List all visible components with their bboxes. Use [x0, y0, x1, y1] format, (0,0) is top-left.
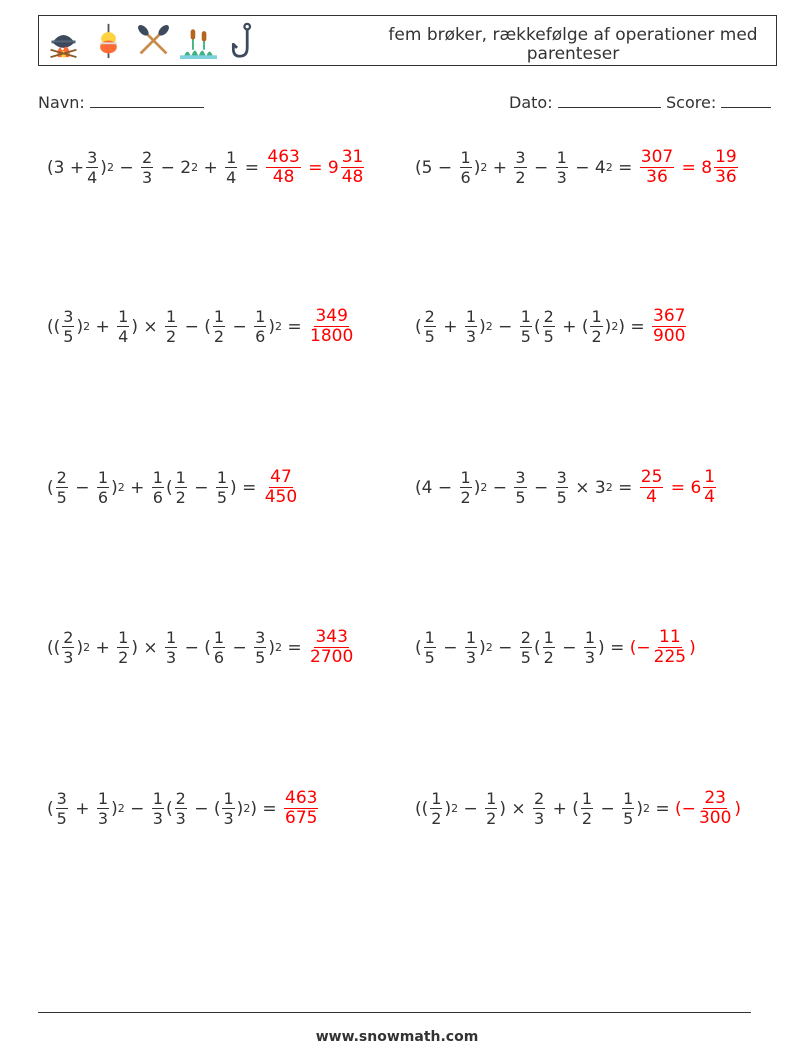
name-blank: [90, 93, 204, 108]
name-label: Navn:: [38, 93, 85, 112]
fraction: $\frac{3}{5}$: [63, 307, 74, 346]
fraction: $\frac{1}{4}$: [226, 148, 237, 187]
fraction: $\frac{2}{5}$: [424, 307, 435, 346]
answer: $\frac{47}{450}$: [264, 467, 298, 507]
fraction: $\frac{2}{5}$: [520, 628, 531, 667]
problem-1: (3 + $\frac{3}{4}$ ) 2 − $\frac{2}{3}$ − 2 2 + $\frac{1}{4}$ = $\frac{463}{48}$ = 9 $\frac{31}{48}$: [47, 148, 366, 187]
fraction: $\frac{1}{5}$: [520, 307, 531, 346]
problem-8: ( $\frac{1}{5}$ − $\frac{1}{3}$ ) 2 − $\frac{2}{5}$ ( $\frac{1}{2}$ − $\frac{1}{3}$ ) = (− $\frac{11}{225}$ ): [415, 627, 696, 667]
fraction: $\frac{1}{3}$: [97, 789, 109, 828]
date-blank: [558, 93, 661, 108]
fraction: $\frac{1}{3}$: [465, 628, 477, 667]
fishing-bobber-icon: [90, 22, 127, 59]
fraction: $\frac{1}{5}$: [424, 628, 435, 667]
crossed-oars-icon: [135, 22, 172, 59]
answer: $\frac{463}{675}$: [285, 788, 318, 828]
fish-hook-icon: [225, 22, 262, 59]
problem-6: (4 − $\frac{1}{2}$ ) 2 − $\frac{3}{5}$ − $\frac{3}{5}$ × 3 2 = $\frac{25}{4}$ = 6 $\frac{1}{4}$: [415, 468, 718, 507]
answer: $\frac{307}{36}$ = 8 $\frac{19}{36}$: [640, 147, 737, 187]
fraction: $\frac{1}{5}$: [623, 789, 634, 828]
fraction: $\frac{3}{4}$: [87, 148, 98, 187]
fraction: $\frac{1}{6}$: [152, 468, 163, 507]
name-field: [38, 93, 204, 112]
problem-10: (( $\frac{1}{2}$ ) 2 − $\frac{1}{2}$ ) × $\frac{2}{3}$ + ( $\frac{1}{2}$ − $\frac{1}{5}$ ) 2 = (− $\frac{23}{300}$ ): [415, 788, 742, 828]
fraction: $\frac{2}{5}$: [56, 468, 67, 507]
fraction: $\frac{2}{5}$: [543, 307, 554, 346]
worksheet-title: fem brøker, rækkefølge af operationer med parenteser: [388, 25, 758, 64]
answer: $\frac{367}{900}$: [653, 306, 686, 346]
answer: $\frac{463}{48}$ = 9 $\frac{31}{48}$: [267, 147, 364, 187]
fraction: $\frac{1}{3}$: [556, 148, 567, 187]
footer-url[interactable]: www.snowmath.com: [315, 1029, 479, 1045]
answer: (− $\frac{11}{225}$ ): [629, 627, 696, 667]
worksheet-header: [38, 15, 777, 66]
date-label: Dato:: [509, 93, 553, 112]
fraction: $\frac{1}{6}$: [255, 307, 266, 346]
answer: (− $\frac{23}{300}$ ): [675, 788, 742, 828]
fraction: $\frac{1}{5}$: [216, 468, 228, 507]
answer: $\frac{349}{1800}$: [310, 306, 354, 346]
date-field: [509, 93, 661, 112]
cauldron-fire-icon: [45, 22, 82, 59]
problem-5: ( $\frac{2}{5}$ − $\frac{1}{6}$ ) 2 + $\frac{1}{6}$ ( $\frac{1}{2}$ − $\frac{1}{5}$ ) = $\frac{47}{450}$: [47, 468, 300, 507]
score-field: [666, 93, 771, 112]
fraction: $\frac{1}{2}$: [431, 789, 442, 828]
score-label: Score:: [666, 93, 717, 112]
fraction: $\frac{1}{6}$: [460, 148, 471, 187]
fraction: $\frac{1}{3}$: [465, 307, 477, 346]
score-blank: [721, 93, 771, 108]
fraction: $\frac{1}{2}$: [486, 789, 497, 828]
fraction: $\frac{1}{3}$: [166, 628, 177, 667]
fraction: $\frac{1}{2}$: [591, 307, 602, 346]
problem-9: ( $\frac{3}{5}$ + $\frac{1}{3}$ ) 2 − $\frac{1}{3}$ ( $\frac{2}{3}$ − ( $\frac{1}{3}$ ) 2 ) = $\frac{463}{675}$: [47, 789, 320, 828]
fraction: $\frac{1}{2}$: [581, 789, 593, 828]
fraction: $\frac{2}{3}$: [63, 628, 74, 667]
fraction: $\frac{1}{6}$: [97, 468, 109, 507]
fraction: $\frac{3}{5}$: [515, 468, 526, 507]
fraction: $\frac{1}{4}$: [118, 307, 129, 346]
fraction: $\frac{3}{5}$: [56, 789, 67, 828]
fraction: $\frac{1}{2}$: [460, 468, 471, 507]
fraction: $\frac{2}{3}$: [142, 148, 153, 187]
fraction: $\frac{1}{2}$: [118, 628, 129, 667]
fraction: $\frac{1}{3}$: [584, 628, 596, 667]
header-icons: [45, 22, 262, 59]
fraction: $\frac{1}{6}$: [213, 628, 225, 667]
fraction: $\frac{3}{2}$: [515, 148, 526, 187]
fraction: $\frac{1}{3}$: [152, 789, 163, 828]
fraction: $\frac{1}{3}$: [223, 789, 234, 828]
problem-2: (5 − $\frac{1}{6}$ ) 2 + $\frac{3}{2}$ − $\frac{1}{3}$ − 4 2 = $\frac{307}{36}$ = 8 $\frac{19}{36}$: [415, 148, 740, 187]
fraction: $\frac{2}{3}$: [175, 789, 186, 828]
answer: $\frac{25}{4}$ = 6 $\frac{1}{4}$: [640, 467, 716, 507]
fraction: $\frac{3}{5}$: [255, 628, 266, 667]
fraction: $\frac{1}{2}$: [175, 468, 186, 507]
fraction: $\frac{1}{2}$: [166, 307, 177, 346]
problem-4: ( $\frac{2}{5}$ + $\frac{1}{3}$ ) 2 − $\frac{1}{5}$ ( $\frac{2}{5}$ + ( $\frac{1}{2}$ ) 2 ) = $\frac{367}{900}$: [415, 307, 688, 346]
problem-3: (( $\frac{3}{5}$ ) 2 + $\frac{1}{4}$ ) × $\frac{1}{2}$ − ( $\frac{1}{2}$ − $\frac{1}{6}$ ) 2 = $\frac{349}{1800}$: [47, 307, 356, 346]
answer: $\frac{343}{2700}$: [310, 627, 354, 667]
fraction: $\frac{1}{2}$: [213, 307, 225, 346]
fraction: $\frac{1}{2}$: [543, 628, 554, 667]
problem-7: (( $\frac{2}{3}$ ) 2 + $\frac{1}{2}$ ) × $\frac{1}{3}$ − ( $\frac{1}{6}$ − $\frac{3}{5}$ ) 2 = $\frac{343}{2700}$: [47, 628, 356, 667]
fraction: $\frac{3}{5}$: [556, 468, 567, 507]
cattail-reeds-icon: [180, 22, 217, 59]
footer-divider: [38, 1012, 751, 1013]
fraction: $\frac{2}{3}$: [534, 789, 545, 828]
